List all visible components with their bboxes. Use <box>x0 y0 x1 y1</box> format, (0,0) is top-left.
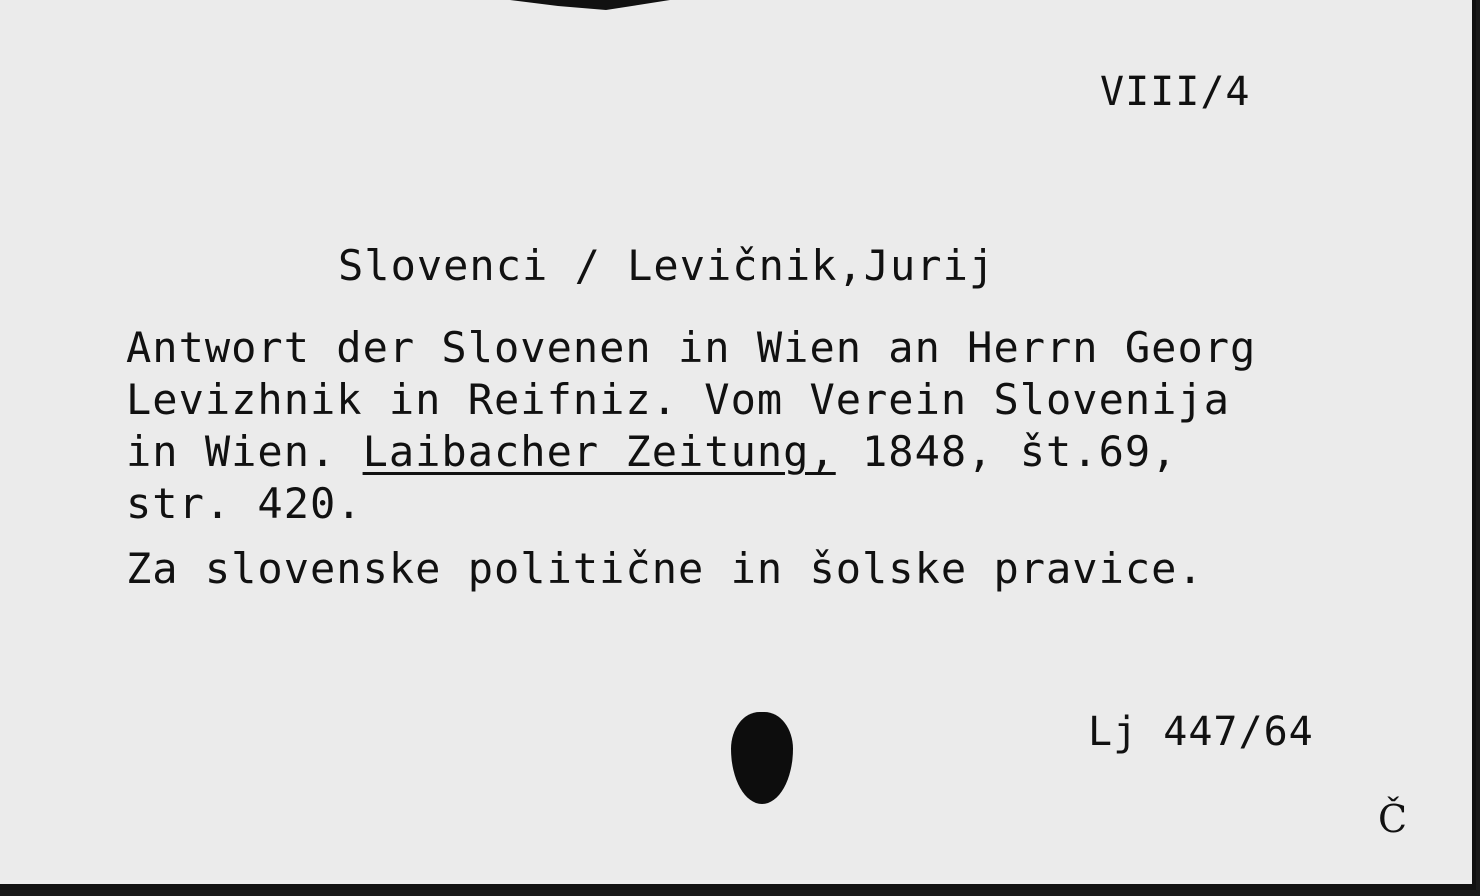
entry-line-4: str. 420. <box>126 479 363 528</box>
bibliographic-entry <box>126 322 1256 530</box>
journal-title: Laibacher Zeitung, <box>362 427 836 476</box>
handwritten-initial: Č <box>1378 797 1409 841</box>
shelfmark: Lj 447/64 <box>1088 709 1314 755</box>
card-top-mark <box>510 0 670 10</box>
entry-line-1: Antwort der Slovenen in Wien an Herrn Georg <box>126 323 1257 372</box>
entry-line-2: Levizhnik in Reifniz. Vom Verein Slovenija <box>126 375 1231 424</box>
punch-hole <box>731 712 793 804</box>
card-heading: Slovenci / Levičnik,Jurij <box>338 241 996 290</box>
entry-line-3-suffix: 1848, št.69, <box>835 427 1178 476</box>
entry-line-3-prefix: in Wien. <box>126 427 363 476</box>
subject-note: Za slovenske politične in šolske pravice. <box>126 544 1204 593</box>
call-number: VIII/4 <box>1100 69 1251 115</box>
